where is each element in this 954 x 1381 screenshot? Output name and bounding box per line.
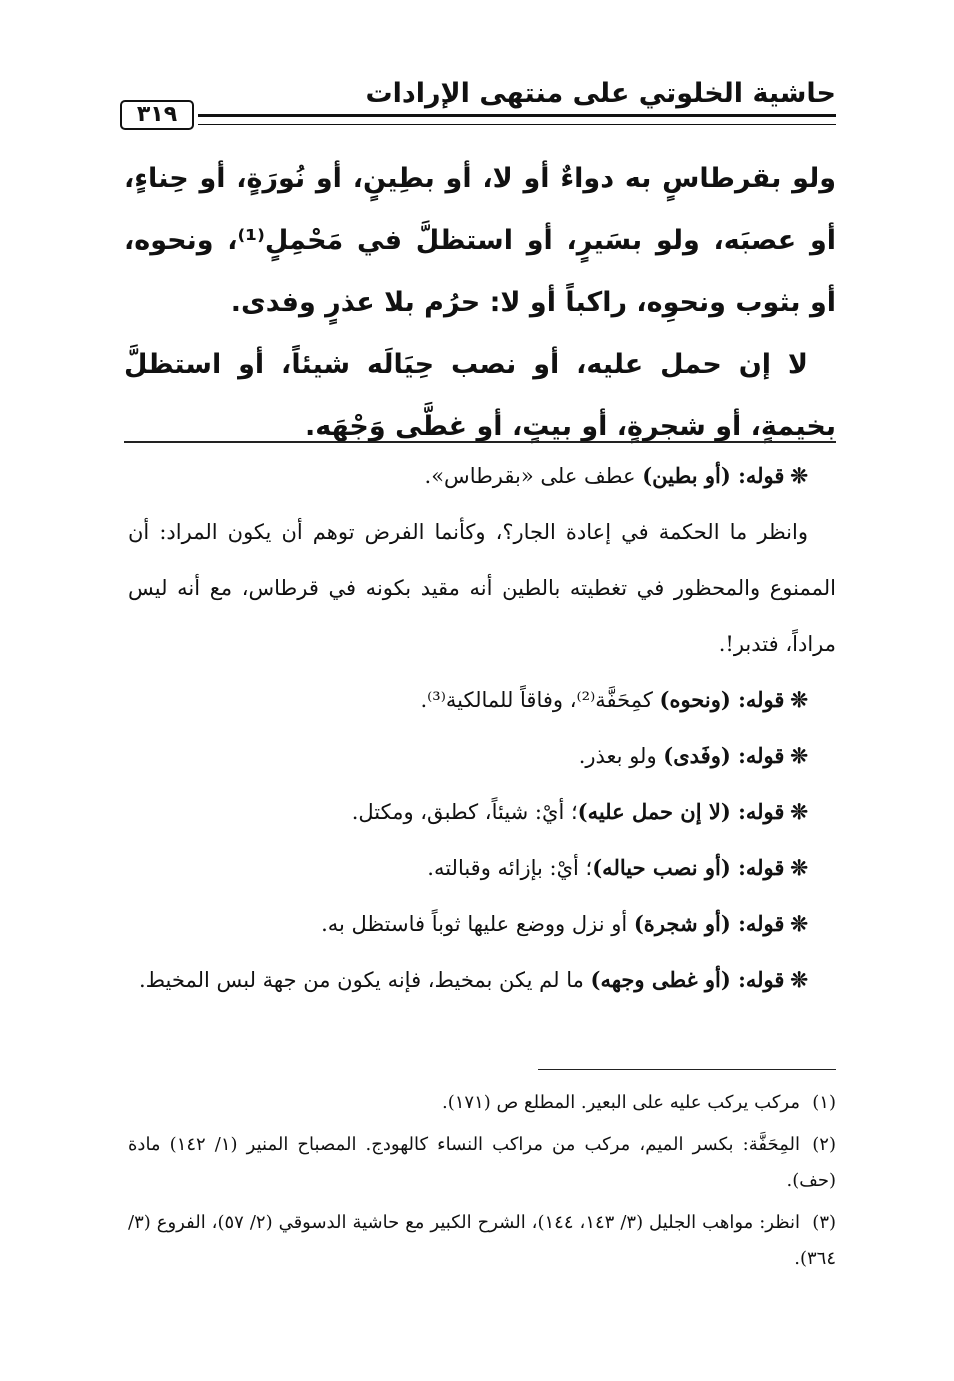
header-rule — [198, 114, 836, 125]
commentary-heading: قوله: (أو غطى وجهه) — [590, 967, 785, 992]
main-text-paragraph: لا إن حمل عليه، أو نصب حِيَالَه شيئاً، أو استظلَّ بخيمةٍ، أو شجرةٍ، أو بيتٍ، أو غطَّى وَجْهَه. — [124, 349, 836, 442]
bullet-icon: ❊ — [790, 855, 808, 880]
commentary-item — [128, 448, 836, 504]
commentary-item — [128, 504, 836, 672]
commentary — [128, 448, 836, 1008]
commentary-heading: قوله: (وفَدى) — [663, 743, 785, 768]
footnote — [128, 1127, 836, 1199]
commentary-text: كمِحَفَّة⁽²⁾، وفاقاً للمالكية⁽³⁾. — [420, 688, 660, 712]
bullet-icon: ❊ — [790, 911, 808, 936]
footnotes — [128, 1085, 836, 1283]
footnote-rule — [538, 1069, 836, 1070]
commentary-item — [128, 728, 836, 784]
page-number: ٣١٩ — [120, 100, 194, 130]
footnote-text: المِحَفَّة: بكسر الميم، مركب من مراكب النساء كالهودج. المصباح المنير (١/ ١٤٢) مادة (حف). — [128, 1134, 836, 1191]
commentary-item — [128, 952, 836, 1008]
commentary-item — [128, 672, 836, 728]
commentary-text: أو نزل ووضع عليها ثوباً فاستظل به. — [321, 912, 634, 936]
commentary-text: ما لم يكن بمخيط، فإنه يكون من جهة لبس المخيط. — [138, 968, 591, 992]
bullet-icon: ❊ — [790, 967, 808, 992]
section-divider — [124, 441, 836, 443]
main-text — [124, 148, 836, 458]
footnote-text: مركب يركب عليه على البعير. المطلع ص (١٧١). — [442, 1092, 800, 1113]
commentary-item — [128, 896, 836, 952]
commentary-item — [128, 840, 836, 896]
commentary-text: ؛ أيْ: شيئاً، كطبق، ومكتل. — [351, 800, 578, 824]
commentary-item — [128, 784, 836, 840]
commentary-heading: قوله: (لا إن حمل عليه) — [577, 799, 785, 824]
main-text-paragraph: ولو بقرطاسٍ به دواءٌ أو لا، أو بطِينٍ، أو نُورَةٍ، أو حِناءٍ، أو عصبَه، ولو بسَيرٍ، أو استظلَّ في مَحْمِلٍ⁽¹⁾، ونحوه، أو بثوب ونحوِه، راكباً أو لا: حرُم بلا عذرٍ وفدى. — [124, 163, 836, 318]
bullet-icon: ❊ — [790, 799, 808, 824]
commentary-heading: قوله: (أو بطين) — [642, 463, 785, 488]
running-title: حاشية الخلوتي على منتهى الإرادات — [365, 78, 836, 109]
commentary-text: عطف على «بقرطاس». — [424, 464, 643, 488]
commentary-heading: قوله: (ونحوه) — [659, 687, 785, 712]
bullet-icon: ❊ — [790, 687, 808, 712]
footnote-number: (١) — [812, 1092, 836, 1113]
commentary-heading: قوله: (أو نصب حياله) — [592, 855, 785, 880]
footnote-number: (٢) — [812, 1134, 836, 1155]
footnote-number: (٣) — [812, 1212, 837, 1233]
commentary-heading: قوله: (أو شجرة) — [633, 911, 785, 936]
footnote — [128, 1205, 836, 1277]
footnote-text: انظر: مواهب الجليل (٣/ ١٤٣، ١٤٤)، الشرح الكبير مع حاشية الدسوقي (٢/ ٥٧)، الفروع (٣/ ٣٦٤). — [128, 1212, 836, 1269]
bullet-icon: ❊ — [790, 743, 808, 768]
commentary-text: ولو بعذر. — [578, 744, 664, 768]
commentary-text: وانظر ما الحكمة في إعادة الجار؟، وكأنما الفرض توهم أن يكون المراد: أن الممنوع والمحظور في تغطيته بالطين أنه مقيد بكونه في قرطاس، مع أنه ليس مراداً، فتدبر!. — [128, 520, 836, 656]
commentary-text: ؛ أيْ: بإزائه وقبالته. — [427, 856, 593, 880]
bullet-icon: ❊ — [790, 463, 808, 488]
footnote — [128, 1085, 836, 1121]
